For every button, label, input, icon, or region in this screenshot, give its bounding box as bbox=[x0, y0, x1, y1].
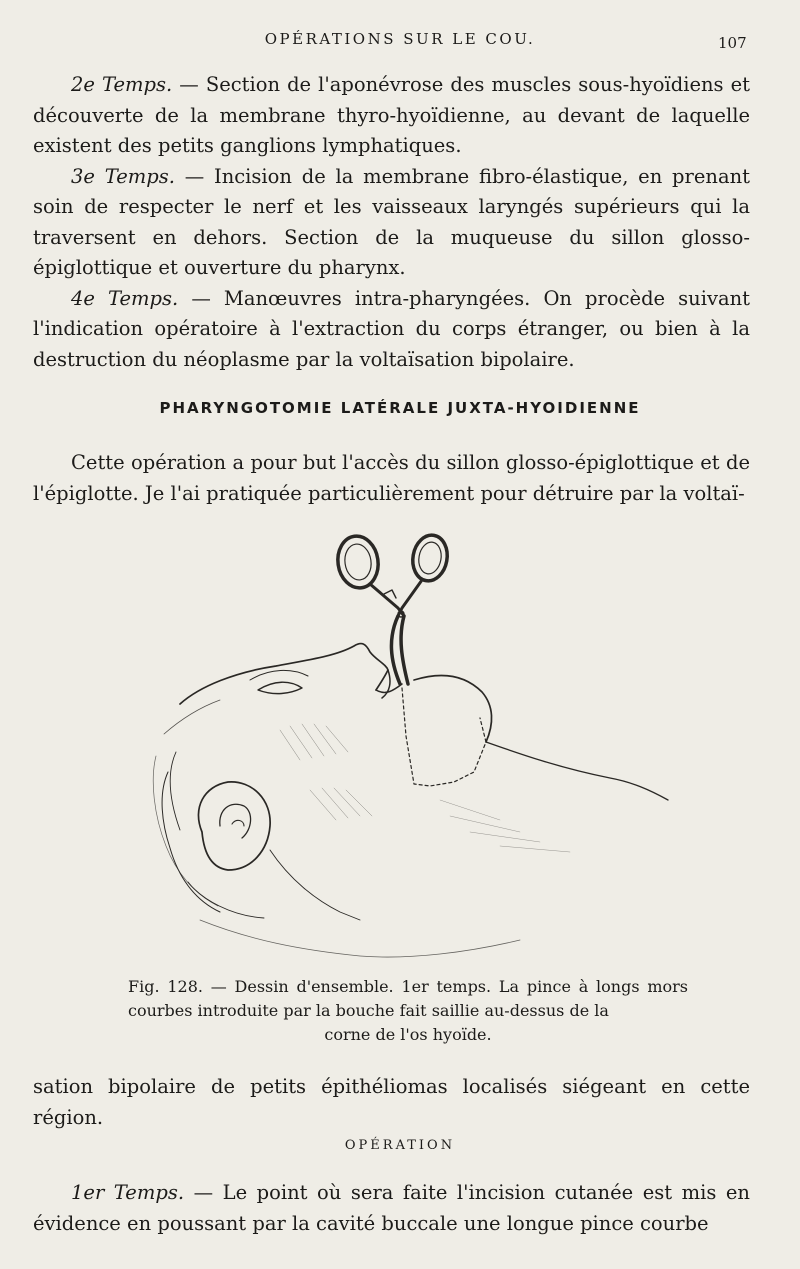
continuation-block bbox=[33, 1072, 750, 1133]
step-4-label: 4e Temps. bbox=[71, 286, 179, 310]
operation-step-1-paragraph bbox=[33, 1178, 750, 1239]
step-2-text: — Section de l'aponévrose des muscles sous-hyoïdiens et découverte de la membrane thyro-hyoïdienne, au devant de laquelle existent des petits ganglions lymphatiques. bbox=[33, 73, 750, 157]
step-3-paragraph bbox=[33, 162, 750, 284]
operation-block bbox=[33, 1178, 750, 1239]
running-title: OPÉRATIONS SUR LE COU. bbox=[264, 30, 536, 48]
operation-step-1-text: — Le point où sera faite l'incision cutanée est mis en évidence en poussant par la cavité buccale une longue pince courbe bbox=[33, 1181, 750, 1235]
operation-heading: OPÉRATION bbox=[344, 1138, 456, 1153]
surgical-figure-illustration bbox=[140, 520, 680, 975]
step-2-label: 2e Temps. bbox=[71, 73, 173, 96]
step-4-text: — Manœuvres intra-pharyngées. On procède suivant l'indication opératoire à l'extraction du corps étranger, ou bien à la destruction du néoplasme par la voltaïsation bipolaire. bbox=[33, 286, 751, 371]
caption-line-2: corne de l'os hyoïde. bbox=[324, 1025, 492, 1044]
section-intro-block bbox=[33, 448, 750, 509]
step-3-text: — Incision de la membrane fibro-élastique, en prenant soin de respecter le nerf et les vaisseaux laryngés supérieurs qui la traversent en dehors. Section de la muqueuse du sillon glosso-épiglottique et ouverture du pharynx. bbox=[33, 164, 750, 279]
step-4-paragraph bbox=[33, 284, 750, 376]
page-number: 107 bbox=[718, 34, 747, 52]
caption-line-1: Fig. 128. — Dessin d'ensemble. 1er temps. La pince à longs mors courbes introduite par la bouche fait saillie au-dessus de la bbox=[128, 977, 688, 1020]
top-steps bbox=[33, 70, 750, 375]
step-2-paragraph bbox=[33, 70, 750, 162]
operation-step-1-label: 1er Temps. bbox=[71, 1181, 185, 1204]
section-intro: Cette opération a pour but l'accès du sillon glosso-épiglottique et de l'épiglotte. Je l'ai pratiquée particulièrement pour détruire par la voltaï- bbox=[33, 451, 750, 505]
figure-caption bbox=[128, 975, 688, 1047]
section-heading: PHARYNGOTOMIE LATÉRALE JUXTA-HYOIDIENNE bbox=[159, 399, 641, 417]
continuation-text: sation bipolaire de petits épithéliomas localisés siégeant en cette région. bbox=[33, 1075, 750, 1129]
step-3-label: 3e Temps. bbox=[71, 164, 175, 188]
